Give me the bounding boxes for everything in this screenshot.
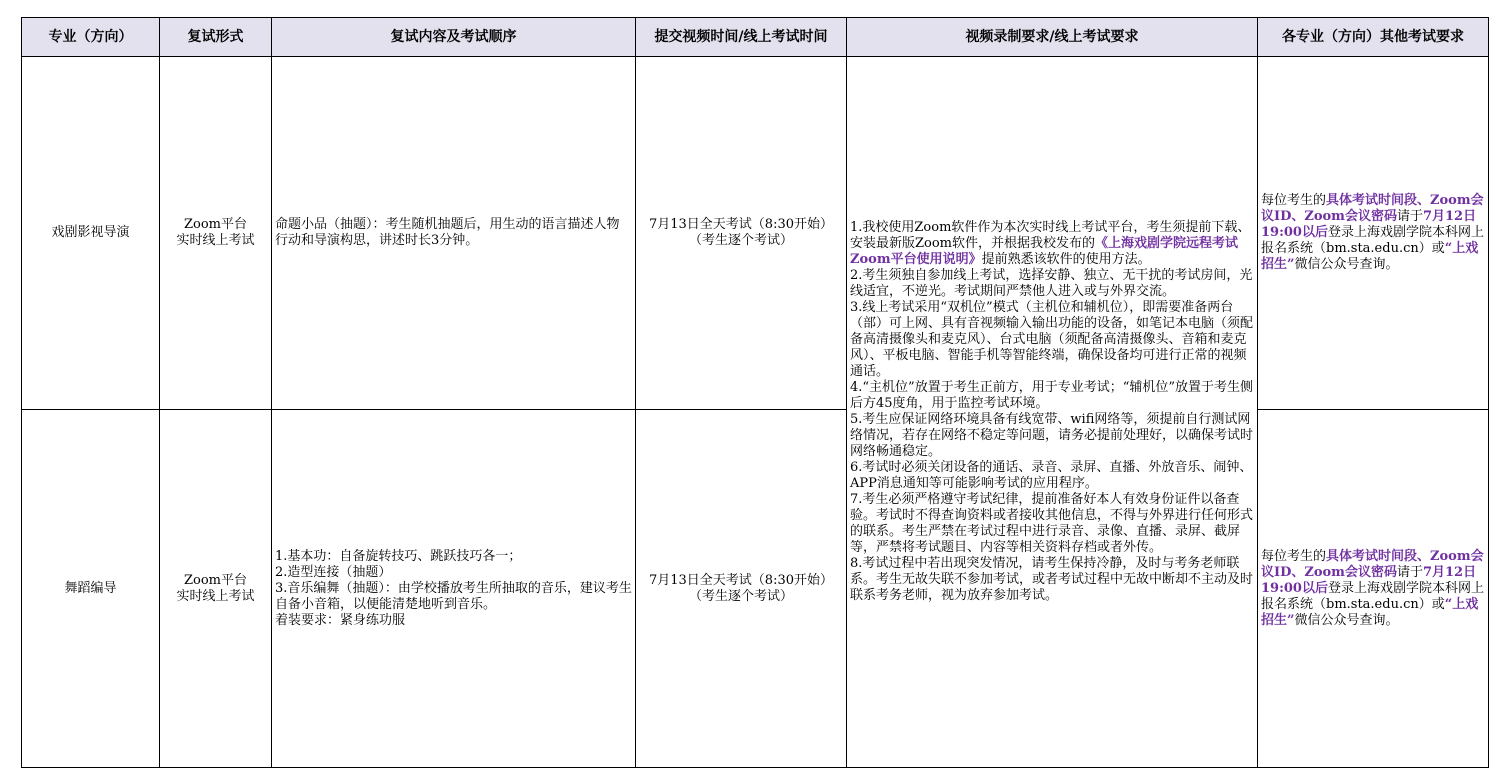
format-line: Zoom平台	[183, 572, 247, 588]
time-line: （考生逐个考试）	[688, 588, 793, 604]
requirements-cell	[847, 57, 1258, 768]
requirement-item: 4.“主机位”放置于考生正前方，用于专业考试；“辅机位”放置于考生侧后方45度角，用于监控考试环境。	[850, 380, 1253, 411]
major-cell: 舞蹈编导	[22, 410, 160, 768]
format-line: Zoom平台	[183, 217, 247, 232]
highlight-exam-info: 具体考试时间段、Zoom会议ID、Zoom会议密码	[1261, 548, 1484, 580]
header-other: 各专业（方向）其他考试要求	[1258, 18, 1489, 57]
table-row	[22, 57, 1489, 410]
zoom-guide-title: 《上海戏剧学院远程考试Zoom平台使用说明》	[850, 236, 1239, 267]
highlight-login-time: 7月12日19:00以后	[1261, 564, 1477, 596]
major-cell: 戏剧影视导演	[22, 57, 160, 410]
header-major: 专业（方向）	[22, 18, 160, 57]
requirement-item: 8.考试过程中若出现突发情况，请考生保持冷静，及时与考务老师联系。考生无故失联不参加考试，或者考试过程中无故中断却不主动及时联系考务老师，视为放弃参加考试。	[850, 556, 1254, 603]
format-cell	[160, 57, 272, 410]
highlight-wechat-account: “上戏招生”	[1261, 596, 1479, 628]
content-line: 命题小品（抽题）：考生随机抽题后，用生动的语言描述人物行动和导演构思，讲述时长3分钟。	[275, 217, 620, 248]
content-cell	[272, 410, 636, 768]
other-cell: 每位考生的具体考试时间段、Zoom会议ID、Zoom会议密码请于7月12日19:00以后登录上海戏剧学院本科网上报名系统（bm.sta.edu.cn）或“上戏招生”微信公众号查询。	[1258, 410, 1489, 768]
content-cell	[272, 57, 636, 410]
requirement-item: 6.考试时必须关闭设备的通话、录音、录屏、直播、外放音乐、闹钟、APP消息通知等可能影响考试的应用程序。	[850, 460, 1253, 491]
requirement-item: 3.线上考试采用“双机位”模式（主机位和辅机位），即需要准备两台（部）可上网、具有音视频输入输出功能的设备，如笔记本电脑（须配备高清摄像头和麦克风）、台式电脑（须配备高清摄像头、音箱和麦克风）、平板电脑、智能手机等智能终端，确保设备均可进行正常的视频通话。	[850, 300, 1254, 379]
highlight-wechat-account: “上戏招生”	[1261, 241, 1479, 272]
requirement-item: 5.考生应保证网络环境具备有线宽带、wifi网络等，须提前自行测试网络情况，若存在网络不稳定等问题，请务必提前处理好，以确保考试时网络畅通稳定。	[850, 412, 1254, 459]
header-row	[22, 18, 1489, 57]
time-cell	[636, 57, 847, 410]
other-cell: 每位考生的具体考试时间段、Zoom会议ID、Zoom会议密码请于7月12日19:00以后登录上海戏剧学院本科网上报名系统（bm.sta.edu.cn）或“上戏招生”微信公众号查询。	[1258, 57, 1489, 410]
format-line: 实时线上考试	[176, 588, 255, 604]
highlight-exam-info: 具体考试时间段、Zoom会议ID、Zoom会议密码	[1261, 193, 1484, 224]
requirement-item: 7.考生必须严格遵守考试纪律，提前准备好本人有效身份证件以备查验。考试时不得查询资料或者接收其他信息，不得与外界进行任何形式的联系。考生严禁在考试过程中进行录音、录像、直播、录屏、截屏等，严禁将考试题目、内容等相关资料存档或者外传。	[850, 492, 1254, 555]
time-line: 7月13日全天考试（8:30开始）	[648, 217, 833, 232]
requirement-item: 1.我校使用Zoom软件作为本次实时线上考试平台，考生须提前下载、安装最新版Zoom软件，并根据我校发布的《上海戏剧学院远程考试Zoom平台使用说明》提前熟悉该软件的使用方法。	[850, 220, 1251, 267]
content-line: 1.基本功：自备旋转技巧、跳跃技巧各一；	[275, 548, 522, 564]
format-cell	[160, 410, 272, 768]
header-time: 提交视频时间/线上考试时间	[636, 18, 847, 57]
time-line: （考生逐个考试）	[688, 233, 793, 248]
format-line: 实时线上考试	[176, 233, 255, 248]
header-requirements: 视频录制要求/线上考试要求	[847, 18, 1258, 57]
requirement-item: 2.考生须独自参加线上考试，选择安静、独立、无干扰的考试房间，光线适宜，不逆光。考试期间严禁他人进入或与外界交流。	[850, 268, 1253, 299]
exam-schedule-table	[21, 17, 1489, 768]
content-line: 着装要求：紧身练功服	[275, 612, 406, 628]
time-cell	[636, 410, 847, 768]
header-format: 复试形式	[160, 18, 272, 57]
header-content: 复试内容及考试顺序	[272, 18, 636, 57]
table-row	[22, 410, 1489, 768]
time-line: 7月13日全天考试（8:30开始）	[648, 572, 833, 588]
content-line: 2.造型连接（抽题）	[275, 564, 392, 580]
content-line: 3.音乐编舞（抽题）：由学校播放考生所抽取的音乐，建议考生自备小音箱，以便能清楚地听到音乐。	[275, 580, 632, 612]
highlight-login-time: 7月12日19:00以后	[1261, 209, 1477, 240]
